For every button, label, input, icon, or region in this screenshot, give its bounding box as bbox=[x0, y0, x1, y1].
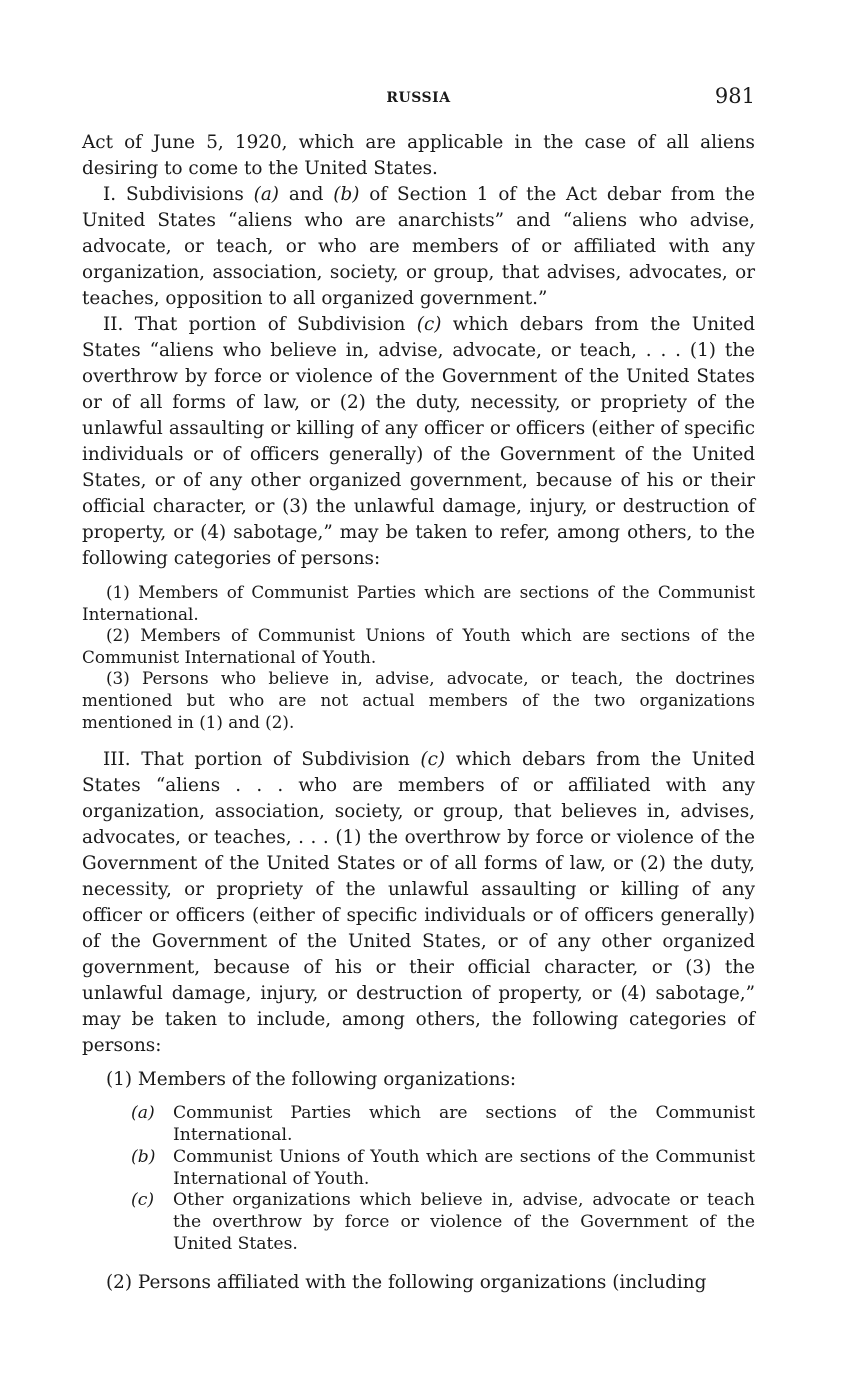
document-page bbox=[82, 86, 755, 1296]
subdivision-a-ref: (a) bbox=[253, 184, 279, 205]
running-head: RUSSIA bbox=[386, 90, 451, 106]
list-item: (2) Members of Communist Unions of Youth which are sections of the Communist International of Youth. bbox=[82, 625, 755, 667]
list-item-text: Communist Unions of Youth which are sections of the Communist International of Youth. bbox=[173, 1146, 755, 1189]
page-header bbox=[82, 86, 755, 116]
section-i-mid: and bbox=[278, 184, 334, 205]
list-item: (1) Members of Communist Parties which are sections of the Communist International. bbox=[82, 582, 755, 624]
section-ii-lead: II. That portion of Subdivision bbox=[103, 314, 417, 335]
list-item bbox=[82, 1190, 755, 1255]
paragraph-section-ii bbox=[82, 312, 755, 572]
list-item-text: Communist Parties which are sections of the Communist International. bbox=[173, 1103, 755, 1145]
list-marker: (b) bbox=[131, 1146, 156, 1167]
organizations-sublist bbox=[82, 1103, 755, 1256]
subdivision-b-ref: (b) bbox=[333, 184, 360, 205]
section-i-lead: I. Subdivisions bbox=[103, 184, 254, 205]
section-i-rest: of Section 1 of the Act debar from the United States “aliens who are anarchists” and “aliens who advise, advocate, or teach, or who are members of or affiliated with any organization, association, society, or group, that advises, advocates, or teaches, opposition to all organized government.” bbox=[82, 184, 755, 309]
subdivision-c-ref: (c) bbox=[416, 314, 442, 335]
list-item: (1) Members of the following organizations: bbox=[106, 1069, 517, 1091]
subdivision-c-ref: (c) bbox=[420, 749, 446, 771]
page-number: 981 bbox=[714, 84, 755, 108]
section-ii-rest: which debars from the United States “aliens who believe in, advise, advocate, or teach, . . . (1) the overthrow by force or violence of the Government of the United States or of all forms of law, or (2) the duty, necessity, or propriety of the unlawful assaulting or killing of any officer or officers (either of specific individuals or of officers generally) of the Government of the United States, or of any other organized government, because of his or their official character, or (3) the unlawful damage, injury, or destruction of property, or (4) sabotage,” may be taken to refer, among others, to the following categories of persons: bbox=[82, 314, 755, 569]
list-marker: (c) bbox=[131, 1190, 155, 1211]
paragraph-section-i bbox=[82, 182, 755, 312]
list-item bbox=[82, 1103, 755, 1147]
section-ii-categories bbox=[82, 582, 755, 733]
list-marker: (a) bbox=[131, 1103, 155, 1124]
list-item: (3) Persons who believe in, advise, advocate, or teach, the doctrines mentioned but who are not actual members of the two organizations mentioned in (1) and (2). bbox=[82, 668, 755, 732]
list-item: (2) Persons affiliated with the following organizations (including bbox=[106, 1271, 707, 1293]
paragraph-section-iii bbox=[82, 747, 755, 1059]
paragraph-intro: Act of June 5, 1920, which are applicable in the case of all aliens desiring to come to the United States. bbox=[82, 132, 755, 179]
list-item bbox=[82, 1147, 755, 1191]
list-item-text: Other organizations which believe in, advise, advocate or teach the overthrow by force or violence of the Government of the United States. bbox=[173, 1190, 755, 1254]
section-iii-rest: which debars from the United States “aliens . . . who are members of or affiliated with any organization, association, society, or group, that believes in, advises, advocates, or teaches, . . . (1) the overthrow by force or violence of the Government of the United States or of all forms of law, or (2) the duty, necessity, or propriety of the unlawful assaulting or killing of any officer or officers (either of specific individuals or of officers generally) of the Government of the United States, or of any other organized government, because of his or their official character, or (3) the unlawful damage, injury, or destruction of property, or (4) sabotage,” may be taken to include, among others, the following categories of persons: bbox=[82, 749, 756, 1057]
section-iii-lead: III. That portion of Subdivision bbox=[103, 749, 421, 771]
